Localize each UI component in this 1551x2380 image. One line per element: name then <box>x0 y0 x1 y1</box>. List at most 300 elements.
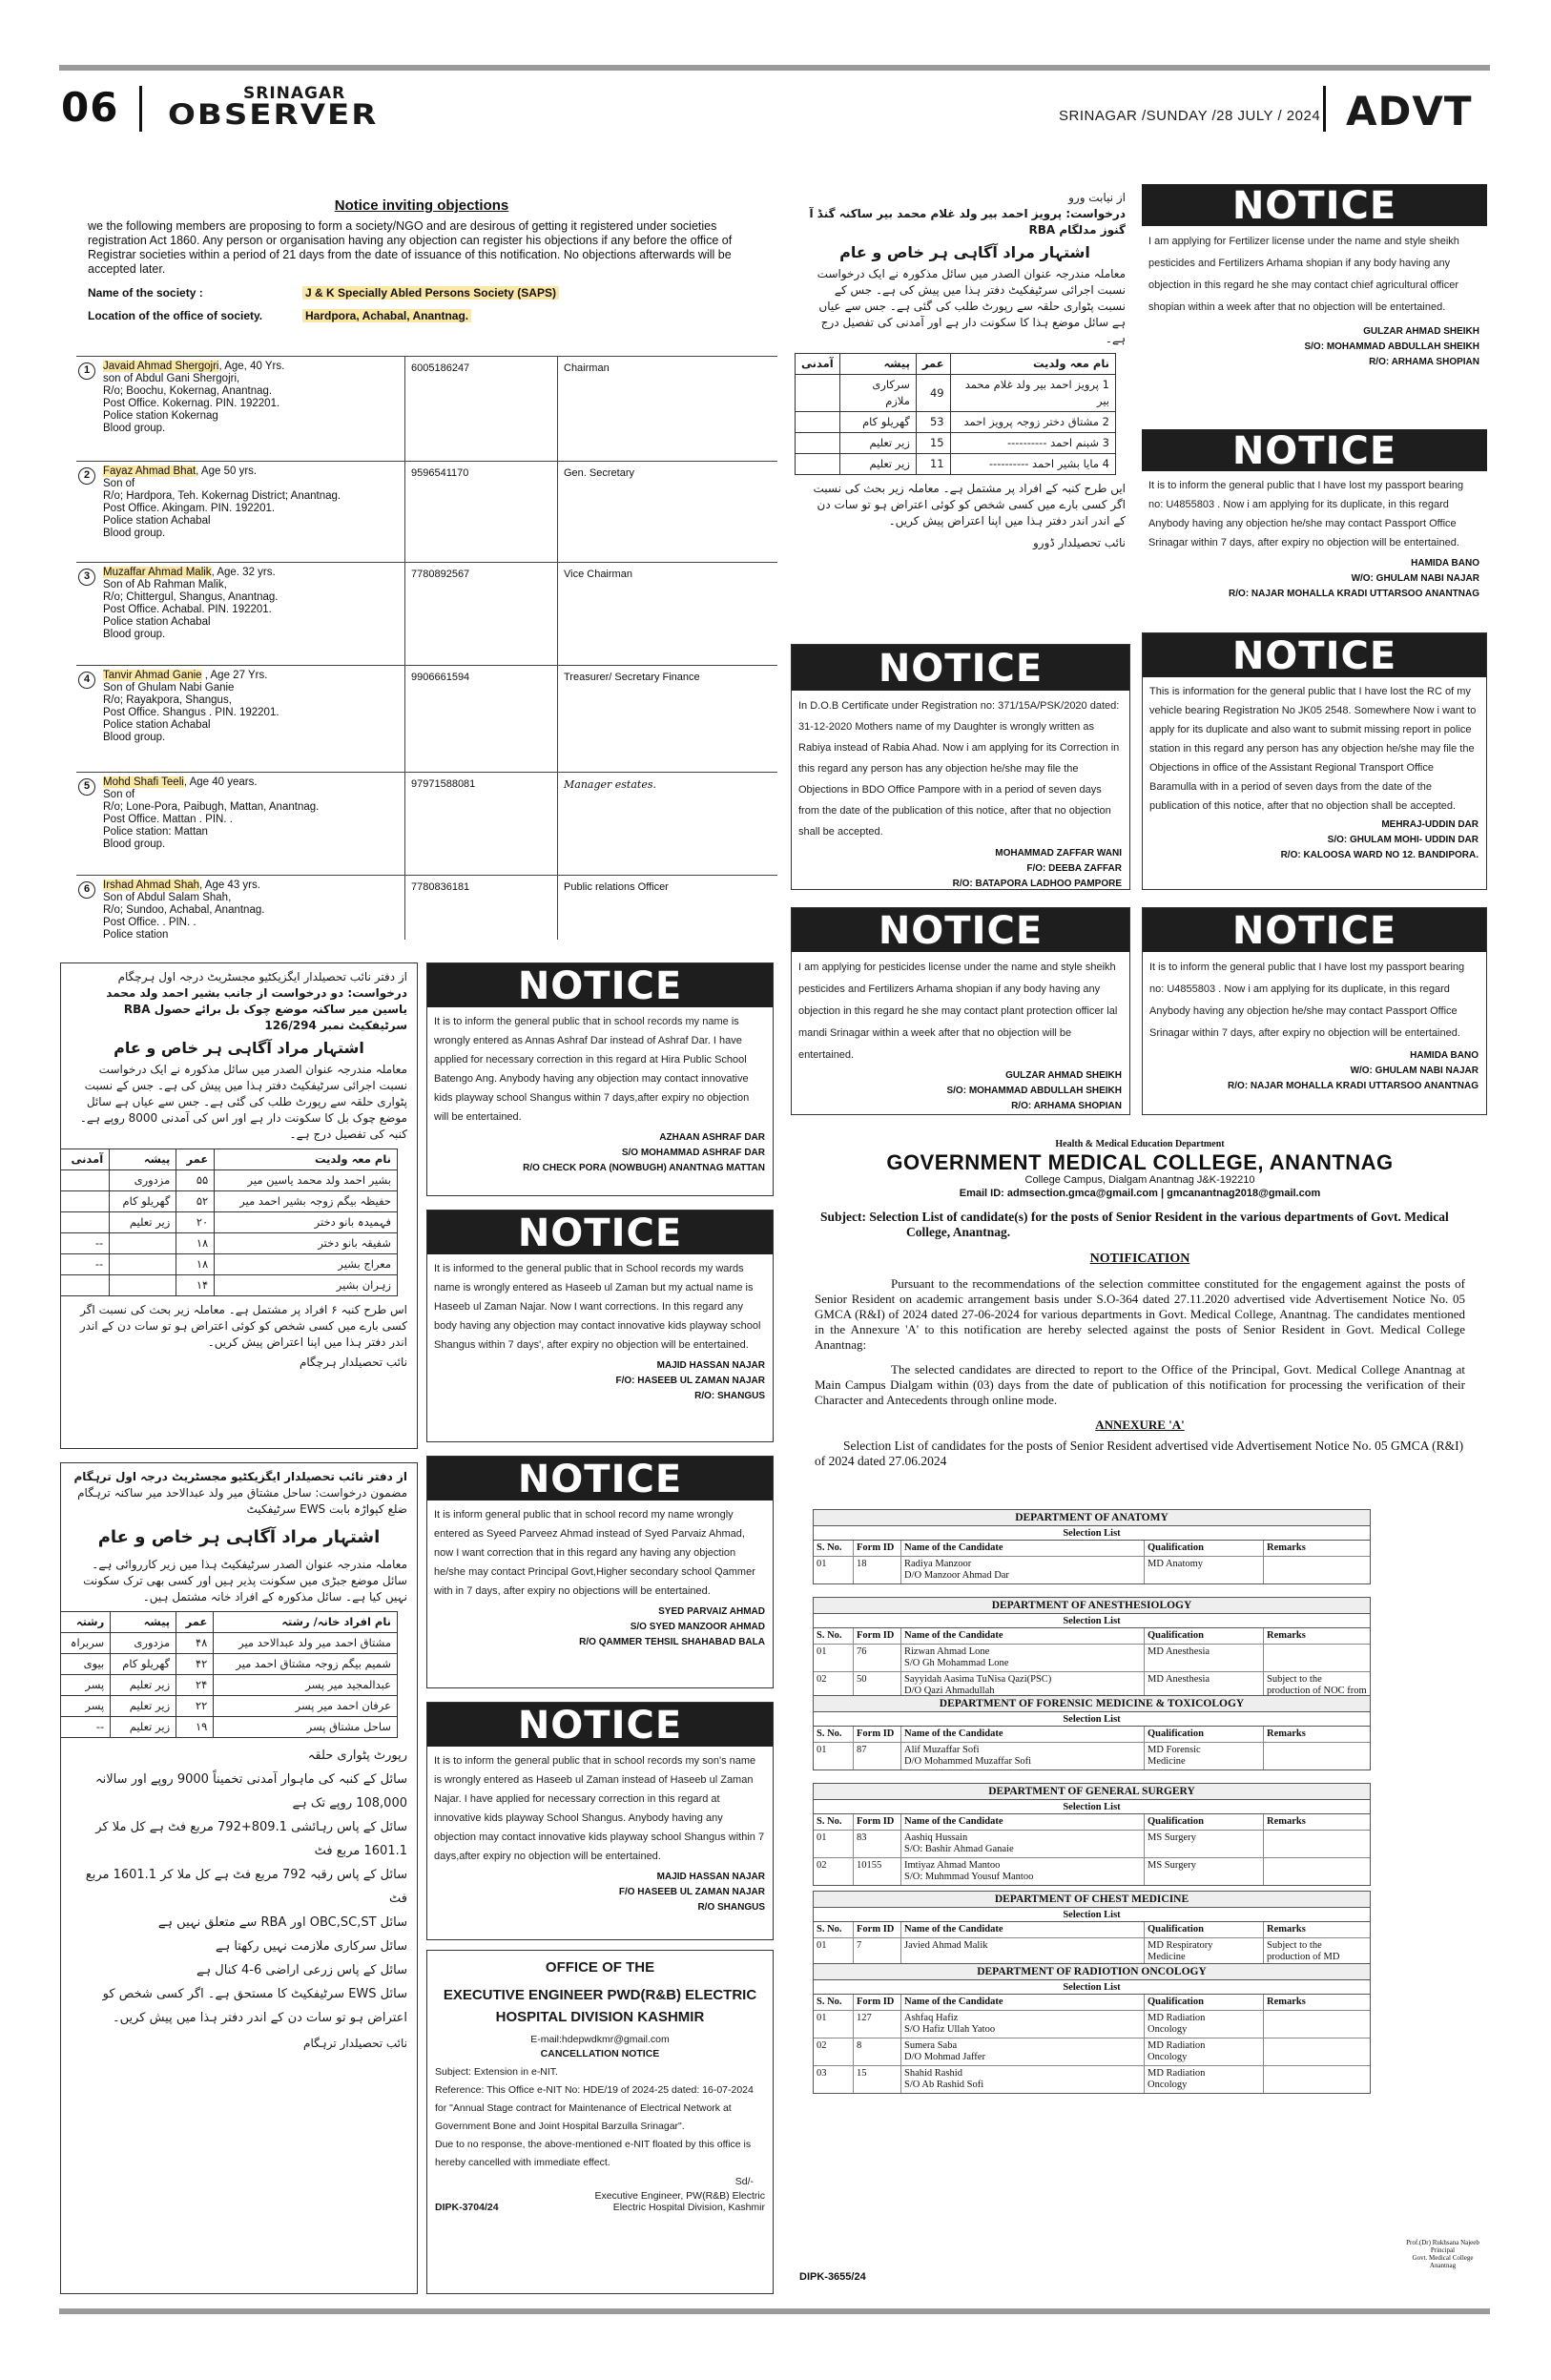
table-cell: MD Radiation Oncology <box>1145 2066 1264 2093</box>
table-cell: MD Forensic Medicine <box>1145 1743 1264 1769</box>
table-header <box>814 1727 1370 1743</box>
member-phone: 7780836181 <box>405 876 558 940</box>
header-cell: Form ID <box>854 1814 901 1830</box>
gmc-para-1: Pursuant to the recommendations of the selection committee constituted for the engagement against the posts of Senior Resident on academic arrangement basis under S.O-364 dated 27.11.2020 advertised vide Advertisement Notice No. 05 GMCA (R&I) of 2024 dated 27-06-2024 for various departments in Govt. Medical College, Anantnag. The candidates mentioned in the Annexure 'A' to this notification are hereby selected against the posts of Senior Resident in Govt. Medical College Anantnag: <box>815 1276 1465 1352</box>
table-cell: 01 <box>814 1743 854 1769</box>
notice-body: It is to inform the general public that I have lost my passport bearing no: U4855803 . Now i am applying for its duplicate, in this regard Anybody having any objection he/she may contact Passport Office Srinagar within 7 days, after expiry no objection will be entertained. <box>1148 480 1464 548</box>
header-cell: S. No. <box>814 1541 854 1556</box>
selection-list-label: Selection List <box>814 1526 1370 1541</box>
member-info: , Age 40 years. Son of R/o; Lone-Pora, Paibugh, Mattan, Anantnag. Post Office. Mattan . PIN. . Police station: Mattan Blood group. <box>103 776 320 850</box>
urdu-footer: اس طرح کنبہ ۶ افراد پر مشتمل ہے۔ معاملہ زیر بحث کی نسبت اگر کسی بارے میں کسی شخص کو کوئی اعتراض ہو تو سات دن کے اندر اندر دفتر ہذا میں اپنا اعتراض پیش کریں۔ <box>79 1303 407 1349</box>
notice-banner: NOTICE <box>1143 908 1486 952</box>
table-cell: 1 پرویز احمد بیر ولد غلام محمد بیر <box>950 375 1115 412</box>
table-cell: MD Anesthesia <box>1145 1645 1264 1671</box>
notice-title: Notice inviting objections <box>334 197 509 214</box>
table-cell: شمیم بیگم زوجہ مشتاق احمد میر <box>214 1654 398 1675</box>
header-cell: آمدنی <box>60 1149 110 1170</box>
table-cell <box>1264 2011 1370 2038</box>
table-cell: مشتاق احمد میر ولد عبدالاحد میر <box>214 1633 398 1654</box>
table-cell: Imtiyaz Ahmad Mantoo S/O: Muhmmad Yousuf Mantoo <box>901 1858 1145 1885</box>
member-details <box>76 666 405 772</box>
table-cell: 10155 <box>854 1858 901 1885</box>
header-cell: نام معہ ولدیت <box>215 1149 398 1170</box>
department-name: DEPARTMENT OF ANATOMY <box>814 1510 1370 1526</box>
bottom-rule <box>59 2308 1490 2314</box>
table-cell <box>60 1212 110 1233</box>
table-cell: فہمیدہ بانو دختر <box>215 1212 398 1233</box>
table-cell: 01 <box>814 2011 854 2038</box>
table-cell: -- <box>60 1254 110 1275</box>
table-row <box>814 1743 1370 1769</box>
notice-body: In D.O.B Certificate under Registration no: 371/15A/PSK/2020 dated: 31-12-2020 Mothers name of my Daughter is wrongly written as Rabiya instead of Rabia Ahad. Now i am applying for its Correction in this regard any person has any objection he/she may file the Objections in BDO Office Pampore with in a period of seven days from the date of the publication of this notice, after that no objection shall be accepted. <box>798 700 1120 838</box>
notice-banner: NOTICE <box>1143 633 1486 677</box>
urdu-family-table <box>60 1611 398 1738</box>
table-cell: MD Anatomy <box>1145 1557 1264 1583</box>
urdu-office: از دفتر نائب تحصیلدار ایگزیکٹیو مجسٹریٹ درجہ اول ہرچگام <box>117 970 407 983</box>
pwd-subtitle: CANCELLATION NOTICE <box>540 2048 660 2059</box>
table-cell: 15 <box>916 433 950 454</box>
member-phone: 9596541170 <box>405 462 558 562</box>
notice-banner: NOTICE <box>792 908 1129 952</box>
table-cell <box>110 1254 176 1275</box>
header-cell: Form ID <box>854 1541 901 1556</box>
urdu-signature: نائب تحصیلدار ہرچگام <box>299 1356 407 1369</box>
table-cell: -- <box>60 1717 111 1738</box>
urdu-signature: نائب تحصیلدار ڈورو <box>1033 536 1126 549</box>
gmc-notification <box>792 1128 1488 2294</box>
urdu-report <box>71 1744 407 2030</box>
urdu-body: معاملہ مندرجہ عنوان الصدر سرٹیفکیٹ ہذا میں زیر کارروائی ہے۔ سائل موضع جبڑی میں سکونت پذیر ہیں اور کسی بھی ترک سکونت نہیں کیا ہے۔ سائل مذکورہ کے افراد خانہ مشتمل ہیں۔ <box>83 1558 407 1604</box>
table-cell: MD Anesthesia <box>1145 1672 1264 1710</box>
member-role: Manager estates. <box>564 778 656 791</box>
pwd-title-1: OFFICE OF THE <box>545 1959 655 1976</box>
dateline: SRINAGAR /SUNDAY /28 JULY / 2024 <box>1059 108 1321 124</box>
dipk-number: DIPK-3704/24 <box>435 2202 499 2213</box>
header-cell: Qualification <box>1145 1922 1264 1937</box>
table-cell: گھریلو کام <box>111 1654 176 1675</box>
department-name: DEPARTMENT OF ANESTHESIOLOGY <box>814 1598 1370 1614</box>
member-role: Treasurer/ Secretary Finance <box>564 672 700 683</box>
table-cell: MS Surgery <box>1145 1858 1264 1885</box>
notice-banner: NOTICE <box>1142 429 1487 471</box>
report-line: سائل کے کنبہ کی ماہوار آمدنی تخمیناً 9000 روپے اور سالانہ 108,000 روپے تک ہے <box>94 1772 407 1811</box>
member-name: Irshad Ahmad Shah <box>103 880 200 891</box>
header-cell: Remarks <box>1267 1542 1306 1553</box>
selection-list-label: Selection List <box>814 1908 1370 1922</box>
member-row <box>76 462 777 563</box>
society-location-row: Location of the office of society. Hardpora, Achabal, Anantnag. <box>88 309 784 322</box>
pwd-title-2: EXECUTIVE ENGINEER PWD(R&B) ELECTRIC <box>443 1987 757 2003</box>
table-cell: 02 <box>814 1672 854 1710</box>
member-details <box>76 563 405 665</box>
table-cell: عبدالمجید میر پسر <box>214 1675 398 1696</box>
member-phone: 97971588081 <box>405 773 558 875</box>
table-cell: گھریلو کام <box>839 412 916 433</box>
table-cell: 49 <box>916 375 950 412</box>
table-row <box>60 1717 398 1738</box>
table-cell: 87 <box>854 1743 901 1769</box>
header-cell: S. No. <box>814 1995 854 2010</box>
selection-list-label: Selection List <box>814 1614 1370 1628</box>
member-name: Fayaz Ahmad Bhat <box>103 466 196 477</box>
table-cell: Rizwan Ahmad Lone S/O Gh Mohammad Lone <box>901 1645 1145 1671</box>
table-cell: ساحل مشتاق پسر <box>214 1717 398 1738</box>
table-row <box>814 1831 1370 1858</box>
table-cell: 83 <box>854 1831 901 1857</box>
table-cell: 15 <box>854 2066 901 2093</box>
header-cell: Form ID <box>854 1727 901 1742</box>
notice-azhaan <box>426 962 774 1196</box>
member-number: 1 <box>78 362 95 380</box>
table-cell <box>60 1170 110 1191</box>
brand-logo: OBSERVER <box>168 98 379 132</box>
notice-signature: MOHAMMAD ZAFFAR WANI F/O: DEEBA ZAFFAR R/O: BATAPORA LADHOO PAMPORE <box>952 848 1122 889</box>
notice-majid <box>426 1210 774 1442</box>
notice-body: It is informed to the general public that in School records my wards name is wrongly entered as Haseeb ul Zaman but my actual name is Haseeb ul Zaman Najar. Now I want corrections. In this regard any body having any objection may contact innovative kids playway school Shangus within 7 days', after expiry no objection will be entertained. <box>434 1263 761 1351</box>
urdu-family-table <box>60 1149 398 1296</box>
table-header <box>814 1922 1370 1938</box>
notice-passport-2 <box>1142 907 1487 1115</box>
header-cell: Remarks <box>1267 1816 1306 1827</box>
gmc-notification-title: NOTIFICATION <box>1089 1252 1190 1266</box>
table-row <box>814 2039 1370 2066</box>
header-cell: Form ID <box>854 1922 901 1937</box>
header-cell: Name of the Candidate <box>901 1541 1145 1556</box>
table-cell: ۴۲ <box>176 1654 214 1675</box>
department-name: DEPARTMENT OF RADIOTION ONCOLOGY <box>814 1964 1370 1980</box>
member-role: Chairman <box>564 362 610 374</box>
report-line: سائل کے پاس رقبہ 792 مربع فٹ ہے کل ملا کر 1601.1 مربع فٹ <box>85 1868 407 1906</box>
report-line: سائل کے پاس زرعی اراضی 6-4 کنال ہے <box>196 1963 407 1977</box>
member-role: Public relations Officer <box>564 881 669 893</box>
notice-dob <box>791 644 1130 890</box>
department-table <box>813 1695 1371 1770</box>
member-name: Javaid Ahmad Shergojri <box>103 361 219 372</box>
member-row <box>76 563 777 666</box>
department-table <box>813 1509 1371 1584</box>
table-cell: 01 <box>814 1938 854 1976</box>
table-cell: پسر <box>60 1696 111 1717</box>
table-cell <box>796 375 840 412</box>
section-label: ADVT <box>1346 88 1473 135</box>
report-line: رپورٹ پٹواری حلقہ <box>307 1749 407 1763</box>
table-header <box>814 1628 1370 1645</box>
table-cell: 4 مایا بشیر احمد ---------- <box>950 454 1115 475</box>
member-phone: 6005186247 <box>405 357 558 461</box>
table-cell: 11 <box>916 454 950 475</box>
table-cell: Subject to the production of MD <box>1267 1940 1340 1962</box>
table-cell: بشیر احمد ولد محمد یاسین میر <box>215 1170 398 1191</box>
header-cell: Name of the Candidate <box>901 1922 1145 1937</box>
table-cell: Aashiq Hussain S/O: Bashir Ahmad Ganaie <box>901 1831 1145 1857</box>
table-cell: Shahid Rashid S/O Ab Rashid Sofi <box>901 2066 1145 2093</box>
header-cell: نام افراد خانہ/ رشتہ <box>214 1612 398 1633</box>
members-table <box>76 356 777 940</box>
department-name: DEPARTMENT OF FORENSIC MEDICINE & TOXICOLOGY <box>814 1696 1370 1712</box>
urdu-body: معاملہ مندرجہ عنوان الصدر میں سائل مذکورہ نے ایک درخواست نسبت اجرائی سرٹیفکیٹ دفتر ہذا میں پیش کی ہے۔ جس کے نسبت پٹواری حلقہ سے رپورٹ طلب کی گئی ہے۔ جس سے عیاں ہے سائل موضع چوک بل کا سکونت دار ہے اور اس کی آمدنی 8000 روپے ہے۔ کنبہ کی تفصیل درج ہے۔ <box>79 1063 407 1141</box>
header-cell: پیشہ <box>110 1149 176 1170</box>
urdu-heading: اشتہار مراد آگاہی ہر خاص و عام <box>97 1527 381 1547</box>
report-line: سائل سرکاری ملازمت نہیں رکھتا ہے <box>215 1939 407 1954</box>
table-row <box>814 1557 1370 1583</box>
table-row <box>814 2066 1370 2093</box>
table-cell: ۱۸ <box>176 1254 215 1275</box>
table-cell: سربراہ <box>60 1633 111 1654</box>
table-cell: MD Radiation Oncology <box>1145 2039 1264 2065</box>
member-details <box>76 773 405 875</box>
header-cell: آمدنی <box>796 354 840 375</box>
table-header <box>814 1814 1370 1831</box>
brand-small: SRINAGAR <box>243 84 346 103</box>
report-line: سائل OBC,SC,ST اور RBA سے متعلق نہیں ہے <box>157 1915 407 1930</box>
gmc-department: Health & Medical Education Department <box>1055 1139 1225 1149</box>
member-name: Mohd Shafi Teeli <box>103 776 184 788</box>
table-cell: زہران بشیر <box>215 1275 398 1296</box>
table-cell <box>110 1275 176 1296</box>
urdu-heading: اشتہار مراد آگاہی ہر خاص و عام <box>839 243 1090 261</box>
table-row <box>796 412 1116 433</box>
member-number: 3 <box>78 569 95 586</box>
table-cell: 8 <box>854 2039 901 2065</box>
table-cell: ۱۸ <box>176 1233 215 1254</box>
table-cell <box>796 412 840 433</box>
member-details <box>76 876 405 940</box>
table-cell: Sayyidah Aasima TuNisa Qazi(PSC) D/O Qazi Ahmadullah <box>901 1672 1145 1710</box>
society-name-row: Name of the society : J & K Specially Abled Persons Society (SAPS) <box>88 286 784 300</box>
table-row <box>60 1696 398 1717</box>
member-info: , Age 43 yrs. Son of Abdul Salam Shah, R/o; Sundoo, Achabal, Anantnag. Post Office. . PIN. . Police station <box>103 880 265 940</box>
notice-body: It is to inform the general public that in school records my name is wrongly entered as Annas Ashraf Dar instead of Ashraf Dar. I have applied for necessary correction in this regard at Hira Public School Batengo Ang. Anybody having any objection may contact innovative kids playway school Shangus within 7 days,after expiry no objection will be entertained. <box>434 1016 750 1123</box>
table-cell <box>110 1233 176 1254</box>
member-role: Vice Chairman <box>564 569 632 580</box>
urdu-heading: اشتہار مراد آگاہی ہر خاص و عام <box>114 1039 364 1057</box>
member-info: , Age, 40 Yrs. son of Abdul Gani Shergojri, R/o; Boochu, Kokernag, Anantnag. Post Office. Kokernag. PIN. 192201. Police station Kokernag Blood group. <box>103 361 285 434</box>
table-row <box>60 1212 398 1233</box>
pwd-body: Subject: Extension in e-NIT. Reference: This Office e-NIT No: HDE/19 of 2024-25 dated: 16-07-2024 for "Annual Stage contract for Maintenance of Electrical Network at Government Bone and Joint Hospital Barzulla Srinagar". Due to no response, the above-mentioned e-NIT floated by this office is hereby cancelled with immediate effect. <box>435 2066 754 2168</box>
table-cell: گھریلو کام <box>110 1191 176 1212</box>
table-cell: 01 <box>814 1645 854 1671</box>
header-cell: Form ID <box>854 1628 901 1644</box>
table-cell: ۴۸ <box>176 1633 214 1654</box>
table-cell: 01 <box>814 1831 854 1857</box>
table-cell: ۲۴ <box>176 1675 214 1696</box>
table-cell <box>1264 1831 1370 1857</box>
table-cell: زیر تعلیم <box>839 454 916 475</box>
member-row <box>76 357 777 462</box>
header-cell: Qualification <box>1145 1995 1264 2010</box>
urdu-subject: مضمون درخواست: ساحل مشتاق میر ولد عبدالاحد میر ساکنہ ترہگام ضلع کپواڑہ بابت EWS سرٹیفکیٹ <box>77 1486 407 1516</box>
notice-signature: HAMIDA BANO W/O: GHULAM NABI NAJAR R/O: NAJAR MOHALLA KRADI UTTARSOO ANANTNAG <box>1229 558 1479 599</box>
selection-list-label: Selection List <box>814 1712 1370 1727</box>
member-info: , Age 50 yrs. Son of R/o; Hardpora, Teh. Kokernag District; Anantnag. Post Office. Akingam. PIN. 192201. Police station Achabal Blood group. <box>103 466 341 539</box>
member-row <box>76 876 777 940</box>
table-cell: 02 <box>814 2039 854 2065</box>
notice-banner: NOTICE <box>427 1211 773 1254</box>
notice-intro: we the following members are proposing to form a society/NGO and are desirous of getting it registered under societies registration Act 1860. Any person or organisation having any objection can register his objections if any before the office of Registrar societies within a period of 21 days from the date of issuance of this notification. No objections afterwards will be accepted later. <box>88 219 733 276</box>
member-number: 6 <box>78 881 95 899</box>
gmc-subject: Subject: Selection List of candidate(s) for the posts of Senior Resident in the various departments of Govt. Medical College, Anantnag. <box>820 1210 1449 1239</box>
gmc-annexure: ANNEXURE 'A' <box>1095 1418 1185 1432</box>
table-cell: ۲۲ <box>176 1696 214 1717</box>
header-cell: Name of the Candidate <box>901 1814 1145 1830</box>
notice-banner: NOTICE <box>427 963 773 1007</box>
table-cell <box>1264 2039 1370 2065</box>
table-cell: زیر تعلیم <box>839 433 916 454</box>
urdu-signature: نائب تحصیلدار ترہگام <box>303 2037 407 2050</box>
department-table <box>813 1597 1371 1711</box>
table-cell <box>1264 1645 1370 1671</box>
department-table <box>813 1783 1371 1886</box>
header-cell: Qualification <box>1145 1727 1264 1742</box>
notice-signature: MAJID HASSAN NAJAR F/O HASEEB UL ZAMAN NAJAR R/O SHANGUS <box>618 1872 765 1913</box>
table-row <box>60 1675 398 1696</box>
member-phone: 9906661594 <box>405 666 558 772</box>
table-cell: 02 <box>814 1858 854 1885</box>
header-cell: Qualification <box>1145 1628 1264 1644</box>
table-cell: 2 مشتاق دختر زوجہ پرویز احمد <box>950 412 1115 433</box>
department-name: DEPARTMENT OF CHEST MEDICINE <box>814 1892 1370 1908</box>
report-line: سائل EWS سرٹیفکیٹ کا مستحق ہے۔ اگر کسی شخص کو اعتراض ہو تو سات دن کے اندر دفتر ہذا میں پیش کریں۔ <box>102 1987 407 2025</box>
society-location: Hardpora, Achabal, Anantnag. <box>302 309 471 322</box>
table-row <box>814 1645 1370 1672</box>
table-cell: مزدوری <box>111 1633 176 1654</box>
report-line: سائل کے پاس رہائشی 809.1+792 مربع فٹ ہے کل ملا کر 1601.1 مربع فٹ <box>95 1820 407 1858</box>
department-table <box>813 1963 1371 2094</box>
pwd-cancellation-notice: OFFICE OF THE EXECUTIVE ENGINEER PWD(R&B) ELECTRIC HOSPITAL DIVISION KASHMIR E-mail:hdepwdkmr@gmail.com CANCELLATION NOTICE Subject: Extension in e-NIT. Reference: This Office e-NIT No: HDE/19 of 2024-25 dated: 16-07-2024 for "Annual Stage contract for Maintenance of Electrical Network at Government Bone and Joint Hospital Barzulla Srinagar". Due to no response, the above-mentioned e-NIT floated by this office is hereby cancelled with immediate effect. Sd/- DIPK-3704/24 Executive Engineer, PW(R&B) Electric Electric Hospital Division, Kashmir <box>426 1950 774 2294</box>
header-cell: Form ID <box>854 1995 901 2010</box>
urdu-office: از دفتر نائب تحصیلدار ایگزیکٹیو مجسٹریٹ درجہ اول ترہگام <box>73 1470 407 1483</box>
header-cell: Remarks <box>1267 1728 1306 1739</box>
notice-body: I am applying for pesticides license under the name and style sheikh pesticides and Fertilizers Arhama shopian if any body having any objection in this regard he she may contact plant protection officer lal mandi Srinagar within a week after that no objection will be entertained. <box>798 962 1118 1061</box>
notice-banner: NOTICE <box>1142 184 1487 226</box>
table-cell: -- <box>60 1233 110 1254</box>
table-row <box>796 375 1116 412</box>
table-cell: Alif Muzaffar Sofi D/O Mohammed Muzaffar Sofi <box>901 1743 1145 1769</box>
table-cell: بیوی <box>60 1654 111 1675</box>
table-row <box>796 454 1116 475</box>
header-cell: S. No. <box>814 1922 854 1937</box>
urdu-subject: درخواست: پرویز احمد بیر ولد غلام محمد بیر ساکنہ گنڈ آ گنوز مدلگام RBA <box>809 207 1126 237</box>
selection-list-label: Selection List <box>814 1800 1370 1814</box>
member-details <box>76 462 405 562</box>
table-header <box>814 1541 1370 1557</box>
table-row <box>796 433 1116 454</box>
gmc-name: GOVERNMENT MEDICAL COLLEGE, ANANTNAG <box>886 1150 1394 1174</box>
header-cell: Remarks <box>1267 1630 1306 1641</box>
table-cell: 50 <box>854 1672 901 1710</box>
table-cell <box>1264 1743 1370 1769</box>
table-cell: 7 <box>854 1938 901 1976</box>
table-cell: ۵۲ <box>176 1191 215 1212</box>
header-cell: رشتہ <box>60 1612 111 1633</box>
header-cell: Remarks <box>1267 1997 1306 2007</box>
header-cell: Qualification <box>1145 1814 1264 1830</box>
table-cell: 03 <box>814 2066 854 2093</box>
table-header <box>60 1149 398 1170</box>
urdu-notice-ews <box>60 1462 418 2294</box>
table-cell: Sumera Saba D/O Mohmad Jaffer <box>901 2039 1145 2065</box>
urdu-family-table <box>795 353 1116 475</box>
table-cell: ۱۹ <box>176 1717 214 1738</box>
table-cell <box>60 1191 110 1212</box>
divider <box>1323 86 1326 132</box>
divider <box>139 86 142 132</box>
table-row <box>60 1654 398 1675</box>
notice-signature: AZHAAN ASHRAF DAR S/O MOHAMMAD ASHRAF DAR R/O CHECK PORA (NOWBUGH) ANANTNAG MATTAN <box>523 1132 765 1173</box>
header-cell: عمر <box>176 1149 215 1170</box>
table-cell: زیر تعلیم <box>110 1212 176 1233</box>
notice-body: It is inform general public that in school record my name wrongly entered as Syeed Parveez Ahmad instead of Syed Parvaiz Ahmad, now I want correction that in this regard any having any objection he/she may contact Principal Govt,Higher secondary school Qammer with in 7 days, after expiry no objections will be entertained. <box>434 1509 755 1597</box>
notice-syed <box>426 1456 774 1688</box>
table-cell: Subject to the production of NOC from <box>1267 1674 1367 1696</box>
table-cell: زیر تعلیم <box>111 1717 176 1738</box>
member-number: 4 <box>78 672 95 689</box>
member-number: 5 <box>78 778 95 796</box>
notice-fertilizer-2 <box>791 907 1130 1115</box>
dipk-number: DIPK-3655/24 <box>799 2271 866 2283</box>
notice-signature: SYED PARVAIZ AHMAD S/O SYED MANZOOR AHMAD R/O QAMMER TEHSIL SHAHABAD BALA <box>579 1606 765 1647</box>
notice-rc <box>1142 632 1487 890</box>
table-cell <box>1264 1557 1370 1583</box>
table-cell: 3 شبنم احمد ---------- <box>950 433 1115 454</box>
member-details <box>76 357 405 461</box>
table-cell: ۲۰ <box>176 1212 215 1233</box>
pwd-email: E-mail:hdepwdkmr@gmail.com <box>530 2034 670 2045</box>
urdu-notice-rba-2 <box>60 962 418 1449</box>
society-name: J & K Specially Abled Persons Society (SAPS) <box>302 286 559 300</box>
header-cell: پیشہ <box>111 1612 176 1633</box>
table-row <box>814 1858 1370 1885</box>
table-cell: MD Respiratory Medicine <box>1145 1938 1264 1976</box>
table-row <box>814 2011 1370 2039</box>
header-cell: عمر <box>176 1612 214 1633</box>
table-cell: معراج بشیر <box>215 1254 398 1275</box>
notice-body: It is to inform the general public that I have lost my passport bearing no: U4855803 . Now i am applying for its duplicate, in this regard Anybody having any objection he/she may contact Passport Office Srinagar within 7 days, after expiry no objection will be entertained. <box>1149 962 1465 1039</box>
table-header <box>814 1995 1370 2011</box>
table-cell: 01 <box>814 1557 854 1583</box>
table-cell: MS Surgery <box>1145 1831 1264 1857</box>
member-name: Muzaffar Ahmad Malik <box>103 567 212 578</box>
table-cell: Radiya Manzoor D/O Manzoor Ahmad Dar <box>901 1557 1145 1583</box>
table-cell: MD Radiation Oncology <box>1145 2011 1264 2038</box>
member-info: , Age 27 Yrs. Son of Ghulam Nabi Ganie R/o; Rayakpora, Shangus, Post Office. Shangus . PIN. 192201. Police station Achabal Blood group. <box>103 670 279 743</box>
member-name: Tanvir Ahmad Ganie <box>103 670 202 681</box>
urdu-body: معاملہ مندرجہ عنوان الصدر میں سائل مذکورہ نے ایک درخواست نسبت اجرائی سرٹیفکیٹ دفتر ہذا میں پیش کی ہے۔ جس کے نسبت پٹواری حلقہ سے رپورٹ طلب کی گئی ہے۔ جس سے عیاں ہے سائل موضع ہذا کا سکونت دار ہے اور آمدنی کی تفصیل درج ہے۔ <box>817 267 1126 345</box>
table-cell: حفیظہ بیگم زوجہ بشیر احمد میر <box>215 1191 398 1212</box>
urdu-notice-rba <box>795 186 1135 634</box>
table-cell: 76 <box>854 1645 901 1671</box>
page-number: 06 <box>61 84 119 131</box>
table-cell <box>796 433 840 454</box>
urdu-subject: درخواست: دو درخواست از جانب بشیر احمد ولد محمد یاسین میر ساکنہ موضع چوک بل برائے حصول RBA سرٹیفکیٹ نمبر 126/294 <box>106 986 407 1032</box>
table-cell: ۱۴ <box>176 1275 215 1296</box>
selection-list-label: Selection List <box>814 1980 1370 1995</box>
notice-banner: NOTICE <box>792 645 1129 691</box>
member-number: 2 <box>78 467 95 485</box>
table-header <box>796 354 1116 375</box>
table-row <box>60 1233 398 1254</box>
header-cell: Remarks <box>1267 1924 1306 1935</box>
member-phone: 7780892567 <box>405 563 558 665</box>
table-row <box>60 1191 398 1212</box>
notice-banner: NOTICE <box>427 1703 773 1747</box>
member-row <box>76 666 777 773</box>
table-cell: پسر <box>60 1675 111 1696</box>
table-cell: ۵۵ <box>176 1170 215 1191</box>
table-cell: سرکاری ملازم <box>839 375 916 412</box>
notice-body: I am applying for Fertilizer license under the name and style sheikh pesticides and Fertilizers Arhama shopian if any body having any objection in this regard he she may contact chief agricultural officer shopian within a week after that no objection will be entertained. <box>1148 236 1459 313</box>
gmc-address: College Campus, Dialgam Anantnag J&K-192210 Email ID: admsection.gmca@gmail.com | gmcanantnag2018@gmail.com <box>959 1174 1321 1199</box>
